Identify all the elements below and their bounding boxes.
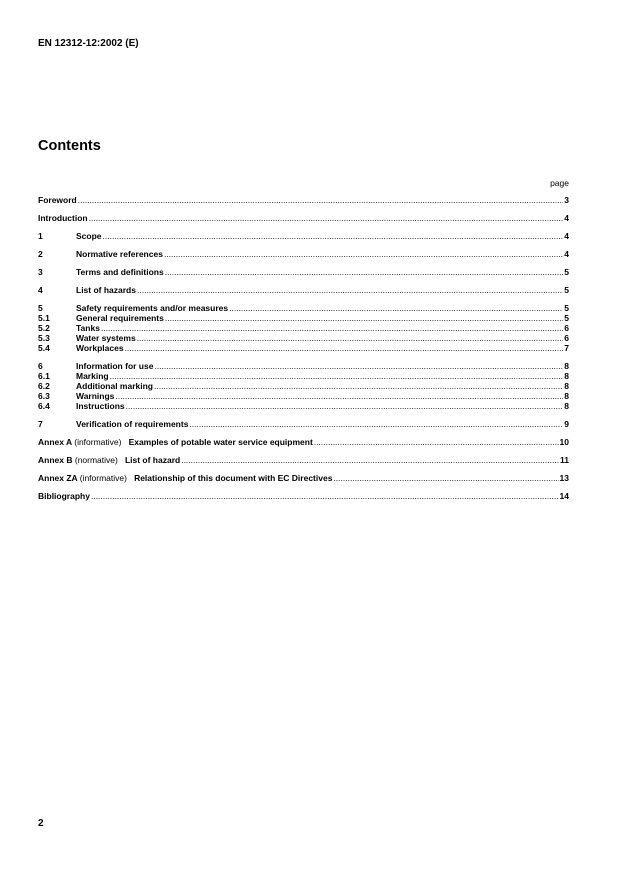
- annex-status: (informative): [74, 437, 122, 447]
- toc-entry-number: 7: [38, 419, 43, 429]
- leader-dots: [137, 333, 564, 343]
- toc-entry-introduction[interactable]: [38, 213, 569, 223]
- toc-entry-page: 8: [564, 401, 569, 411]
- toc-entry-number: 5.4: [38, 343, 50, 353]
- toc-entry-page: 8: [564, 371, 569, 381]
- leader-dots: [126, 401, 564, 411]
- page-column-label: page: [550, 178, 569, 188]
- toc-entry-hazards[interactable]: [38, 285, 569, 295]
- toc-entry-number: 6.3: [38, 391, 50, 401]
- leader-dots: [125, 343, 564, 353]
- toc-entry-label: List of hazards: [76, 285, 136, 295]
- leader-dots: [181, 455, 559, 465]
- toc-entry-number: 6.4: [38, 401, 50, 411]
- toc-entry-verification[interactable]: [38, 419, 569, 429]
- table-of-contents: [38, 195, 569, 501]
- leader-dots: [154, 381, 563, 391]
- annex-title: Examples of potable water service equipment: [128, 437, 313, 447]
- toc-entry-5-2[interactable]: [38, 323, 569, 333]
- toc-annex-label: [38, 437, 313, 447]
- toc-entry-foreword[interactable]: [38, 195, 569, 205]
- toc-annex-label: [38, 473, 332, 483]
- toc-entry-page: 4: [564, 249, 569, 259]
- leader-dots: [110, 371, 564, 381]
- leader-dots: [164, 249, 563, 259]
- toc-entry-page: 5: [564, 303, 569, 313]
- leader-dots: [78, 195, 564, 205]
- toc-entry-annex-a[interactable]: [38, 437, 569, 447]
- page-title: Contents: [38, 138, 101, 154]
- toc-entry-label: Scope: [76, 231, 102, 241]
- toc-entry-number: 5: [38, 303, 43, 313]
- toc-entry-scope[interactable]: [38, 231, 569, 241]
- toc-entry-number: 1: [38, 231, 43, 241]
- toc-entry-page: 8: [564, 391, 569, 401]
- toc-entry-label: Normative references: [76, 249, 163, 259]
- toc-entry-label: Marking: [76, 371, 109, 381]
- toc-entry-page: 11: [560, 455, 569, 465]
- toc-entry-5-3[interactable]: [38, 333, 569, 343]
- toc-entry-label: Additional marking: [76, 381, 153, 391]
- leader-dots: [333, 473, 558, 483]
- toc-entry-5-4[interactable]: [38, 343, 569, 353]
- toc-entry-annex-za[interactable]: [38, 473, 569, 483]
- toc-entry-number: 5.1: [38, 313, 50, 323]
- toc-entry-page: 6: [564, 323, 569, 333]
- annex-id: Annex B: [38, 455, 73, 465]
- toc-entry-number: 3: [38, 267, 43, 277]
- leader-dots: [115, 391, 563, 401]
- toc-entry-page: 9: [564, 419, 569, 429]
- page-number: 2: [38, 818, 44, 829]
- toc-entry-label: Terms and definitions: [76, 267, 164, 277]
- toc-entry-label: Verification of requirements: [76, 419, 189, 429]
- toc-entry-information-for-use[interactable]: [38, 361, 569, 371]
- toc-entry-page: 4: [564, 231, 569, 241]
- toc-entry-page: 3: [564, 195, 569, 205]
- leader-dots: [103, 231, 564, 241]
- toc-entry-number: 6.1: [38, 371, 50, 381]
- toc-entry-number: 5.3: [38, 333, 50, 343]
- toc-entry-page: 7: [564, 343, 569, 353]
- toc-entry-page: 8: [564, 361, 569, 371]
- toc-entry-page: 5: [564, 313, 569, 323]
- annex-status: (informative): [79, 473, 127, 483]
- toc-annex-label: [38, 455, 180, 465]
- leader-dots: [229, 303, 563, 313]
- annex-id: Annex ZA: [38, 473, 78, 483]
- toc-entry-page: 6: [564, 333, 569, 343]
- toc-entry-label: General requirements: [76, 313, 164, 323]
- toc-entry-page: 8: [564, 381, 569, 391]
- toc-entry-number: 6: [38, 361, 43, 371]
- toc-entry-page: 14: [559, 491, 569, 501]
- toc-entry-label: Water systems: [76, 333, 136, 343]
- document-header: EN 12312-12:2002 (E): [38, 38, 139, 49]
- toc-entry-label: Foreword: [38, 195, 77, 205]
- annex-id: Annex A: [38, 437, 72, 447]
- annex-status: (normative): [74, 455, 118, 465]
- leader-dots: [154, 361, 563, 371]
- toc-entry-label: Bibliography: [38, 491, 90, 501]
- toc-entry-annex-b[interactable]: [38, 455, 569, 465]
- annex-title: Relationship of this document with EC Directives: [134, 473, 333, 483]
- toc-entry-bibliography[interactable]: [38, 491, 569, 501]
- toc-entry-6-4[interactable]: [38, 401, 569, 411]
- toc-entry-page: 13: [559, 473, 569, 483]
- toc-entry-number: 4: [38, 285, 43, 295]
- toc-entry-page: 5: [564, 267, 569, 277]
- toc-entry-6-3[interactable]: [38, 391, 569, 401]
- toc-entry-label: Workplaces: [76, 343, 124, 353]
- annex-title: List of hazard: [124, 455, 181, 465]
- toc-entry-terms[interactable]: [38, 267, 569, 277]
- toc-entry-page: 4: [564, 213, 569, 223]
- toc-entry-number: 6.2: [38, 381, 50, 391]
- toc-entry-label: Warnings: [76, 391, 115, 401]
- toc-entry-label: Tanks: [76, 323, 100, 333]
- toc-entry-label: Instructions: [76, 401, 125, 411]
- leader-dots: [189, 419, 563, 429]
- toc-entry-label: Information for use: [76, 361, 154, 371]
- leader-dots: [165, 313, 563, 323]
- toc-entry-label: Safety requirements and/or measures: [76, 303, 229, 313]
- toc-entry-number: 5.2: [38, 323, 50, 333]
- leader-dots: [314, 437, 559, 447]
- toc-entry-page: 5: [564, 285, 569, 295]
- leader-dots: [101, 323, 563, 333]
- leader-dots: [137, 285, 563, 295]
- leader-dots: [89, 213, 564, 223]
- toc-entry-normative-references[interactable]: [38, 249, 569, 259]
- toc-entry-page: 10: [559, 437, 569, 447]
- toc-entry-safety[interactable]: [38, 303, 569, 313]
- toc-entry-5-1[interactable]: [38, 313, 569, 323]
- leader-dots: [91, 491, 559, 501]
- leader-dots: [165, 267, 564, 277]
- toc-entry-6-2[interactable]: [38, 381, 569, 391]
- toc-entry-label: Introduction: [38, 213, 88, 223]
- toc-entry-number: 2: [38, 249, 43, 259]
- toc-entry-6-1[interactable]: [38, 371, 569, 381]
